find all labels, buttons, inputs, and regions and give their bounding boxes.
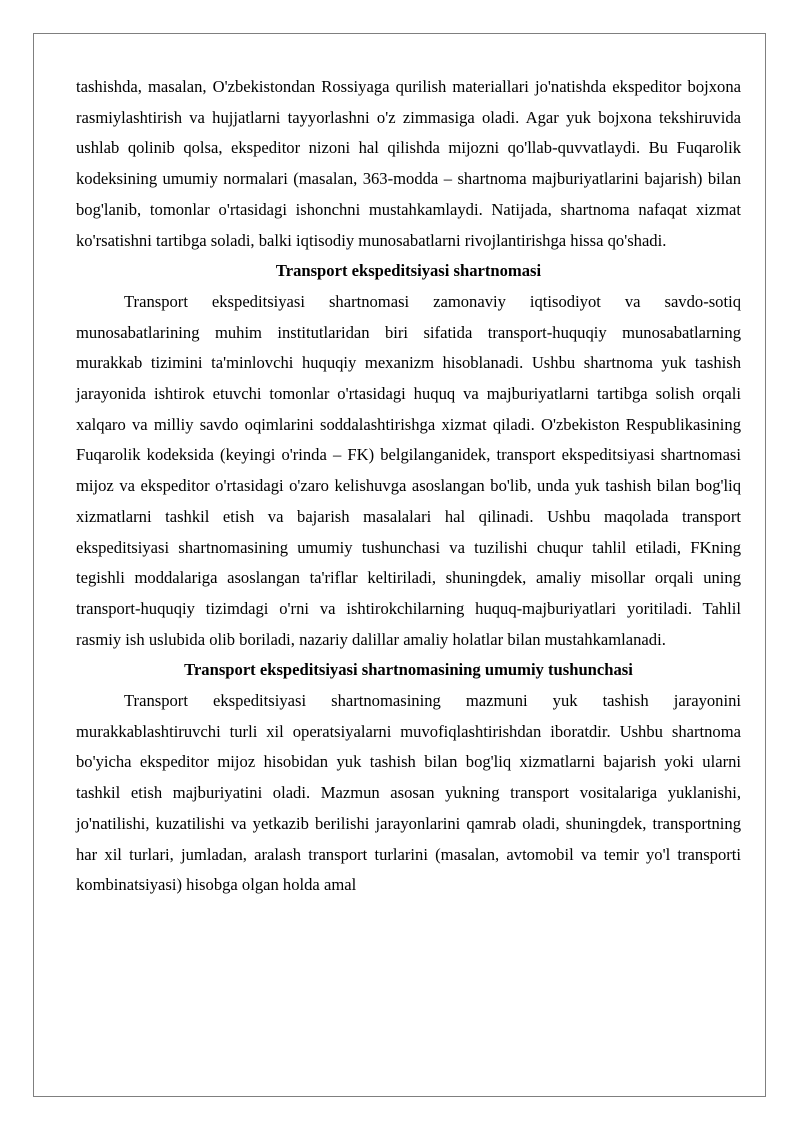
section-heading-transport-expedition-contract: Transport ekspeditsiyasi shartnomasi: [275, 261, 542, 281]
document-body: [76, 72, 741, 901]
paragraph-continuation: tashishda, masalan, O'zbekistondan Rossiyaga qurilish materiallari jo'natishda ekspeditor bojxona rasmiylashtirish va hujjatlarni tayyorlashni o'z zimmasiga oladi. Agar yuk bojxona tekshiruvida ushlab qolinib qolsa, ekspeditor nizoni hal qilishda mijozni qo'llab-quvvatlaydi. Bu Fuqarolik kodeksining umumiy normalari (masalan, 363-modda – shartnoma majburiyatlarini bajarish) bilan bog'lanib, tomonlar o'rtasidagi ishonchni mustahkamlaydi. Natijada, shartnoma nafaqat xizmat ko'rsatishni tartibga soladi, balki iqtisodiy munosabatlarni rivojlantirishga hissa qo'shadi.: [76, 77, 741, 250]
paragraph-general-concept: Transport ekspeditsiyasi shartnomasining mazmuni yuk tashish jarayonini murakkablashtiruvchi turli xil operatsiyalarni muvofiqlashtirishdan iboratdir. Ushbu shartnoma bo'yicha ekspeditor mijoz hisobidan yuk tashish bilan bog'liq xizmatlarni bajarish yoki ularni tashkil etish majburiyatini oladi. Mazmun asosan yukning transport vositalariga yuklanishi, jo'natilishi, kuzatilishi va yetkazib berilishi jarayonlarini qamrab oladi, shuningdek, transportning har xil turlari, jumladan, aralash transport turlarini (masalan, avtomobil va temir yo'l transporti kombinatsiyasi) hisobga olgan holda amal: [76, 691, 741, 895]
section-heading-general-concept: Transport ekspeditsiyasi shartnomasining umumiy tushunchasi: [184, 660, 633, 680]
paragraph-introduction: Transport ekspeditsiyasi shartnomasi zamonaviy iqtisodiyot va savdo-sotiq munosabatlarining muhim institutlaridan biri sifatida transport-huquqiy munosabatlarning murakkab tizimini ta'minlovchi huquqiy mexanizm hisoblanadi. Ushbu shartnoma yuk tashish jarayonida ishtirok etuvchi tomonlar o'rtasidagi huquq va majburiyatlarni tartibga solish orqali xalqaro va milliy savdo oqimlarini soddalashtirishga xizmat qiladi. O'zbekiston Respublikasining Fuqarolik kodeksida (keyingi o'rinda – FK) belgilanganidek, transport ekspeditsiyasi shartnomasi mijoz va ekspeditor o'rtasidagi o'zaro kelishuvga asoslangan bo'lib, unda yuk tashish bilan bog'liq xizmatlarni tashkil etish va bajarish masalalari hal qilinadi. Ushbu maqolada transport ekspeditsiyasi shartnomasining umumiy tushunchasi va tuzilishi chuqur tahlil etiladi, FKning tegishli moddalariga asoslangan ta'riflar keltiriladi, shuningdek, amaliy misollar orqali uning transport-huquqiy tizimdagi o'rni va ishtirokchilarning huquq-majburiyatlari yoritiladi. Tahlil rasmiy ish uslubida olib boriladi, nazariy dalillar amaliy holatlar bilan mustahkamlanadi.: [76, 291, 741, 649]
